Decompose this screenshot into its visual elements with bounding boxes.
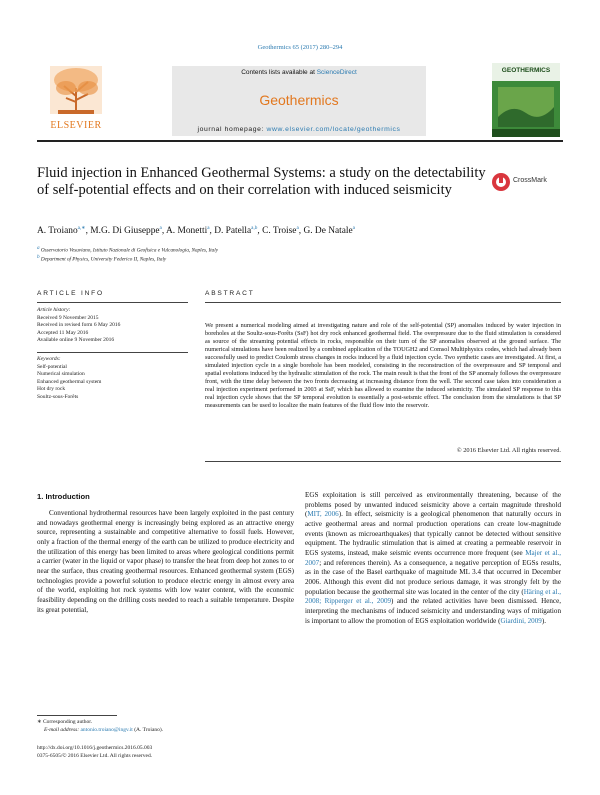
author-separator: , (298, 226, 304, 237)
history-item: Received in revised form 6 May 2016 (37, 322, 121, 329)
citation-link[interactable]: Giardini, 2009 (500, 616, 542, 625)
author-name[interactable]: G. De Natale (303, 226, 353, 237)
footnote-rule (37, 715, 117, 716)
email-link[interactable]: antonio.troiano@ingv.it (80, 727, 133, 733)
author-affiliation-mark[interactable]: a (159, 225, 162, 231)
citation-link[interactable]: Häring et al., 2008; Ripperger et al., 2009 (305, 587, 561, 606)
author-separator: , (85, 226, 91, 237)
affiliation-text: Department of Physics, University Federico II, Naples, Italy (40, 256, 167, 263)
corresponding-note: ∗ Corresponding author. (37, 719, 93, 725)
body-text: ; and references therein). As a consequence, a negative perception of EGSs results, as in the case of the Basel earthquake of magnitude ML 3.4 that occurred in December 2006. Although this event did not produce serious damage, it was strongly felt by the population because the geothermal site was located in the center of the city ( (305, 558, 561, 596)
journal-homepage (172, 126, 426, 133)
keyword: Soultz-sous-Forêts (37, 393, 79, 400)
author-name[interactable]: M.G. Di Giuseppe (90, 226, 160, 237)
intro-paragraph-left: Conventional hydrothermal resources have been largely exploited in the past century and nowadays geothermal energy is increasingly being explored as an attractive energy source, representing a sustainable and competitive alternative to fossil fuels. However, only a fraction of the thermal energy of the earth can be utilized to produce electricity and the utilization of this energy has been limited to areas where geological conditions permit a carrier (water in the liquid or vapor phase) to transfer the heat from deep hot zones to or near the surface, thus creating geothermal resources. Enhanced geothermal system (EGS) technologies provide a powerful solution to produce electric energy in almost every area of the world, exploiting hot rock systems with low water content, with the economic feasibility depending on the drilling costs needed to reach a suitable temperature. Despite its great potential, (37, 509, 294, 614)
affiliation-a (37, 245, 218, 254)
keyword: Hot dry rock (37, 386, 66, 393)
cover-title: GEOTHERMICS (501, 67, 551, 74)
abstract-heading: ABSTRACT (205, 290, 255, 297)
history-item: Accepted 11 May 2016 (37, 329, 89, 336)
article-history (37, 307, 187, 345)
homepage-label: journal homepage: (197, 126, 267, 133)
header-rule (37, 140, 563, 142)
contents-prefix: Contents lists available at (241, 69, 317, 76)
issn-line: 0375-6505/© 2016 Elsevier Ltd. All rights reserved. (37, 753, 153, 759)
keywords-rule (37, 352, 188, 353)
journal-name: Geothermics (259, 92, 339, 108)
article-info-rule (37, 302, 188, 303)
crossmark-icon (491, 172, 511, 192)
email-note (44, 727, 163, 733)
author-affiliation-mark[interactable]: a (207, 225, 210, 231)
author-affiliation-mark[interactable]: a,b (251, 225, 258, 231)
sciencedirect-link[interactable]: ScienceDirect (316, 69, 357, 76)
body-text: ) and the related activities have been dismissed. Hence, interpreting the mechanisms of induced seismicity and understanding ways of mitigation is important to allow the promotion of EGS exploitation worldwide ( (305, 597, 561, 625)
body-text: ). In effect, seismicity is a geological phenomenon that naturally occurs in active geothermal areas and normal production operations can create low-magnitude events (known as microearthquakes) that typically cannot be detected without sensitive equipment. The hydraulic stimulation that is aimed at creating a permeable reservoir in EGS systems, instead, make seismic events occurrence more frequent (see (305, 510, 561, 557)
abstract-rule (205, 302, 561, 303)
publisher-name: ELSEVIER (50, 120, 102, 131)
author-affiliation-mark[interactable]: a (296, 225, 299, 231)
homepage-link[interactable]: www.elsevier.com/locate/geothermics (266, 126, 401, 133)
journal-cover (492, 63, 560, 137)
author-name[interactable]: A. Monetti (166, 226, 208, 237)
author-name[interactable]: A. Troiano (37, 226, 78, 237)
author-separator: , (209, 226, 215, 237)
journal-citation[interactable]: Geothermics 65 (2017) 280–294 (257, 44, 343, 51)
author-affiliation-mark[interactable]: a (352, 225, 355, 231)
history-label: Article history: (37, 307, 71, 313)
elsevier-logo (38, 62, 114, 134)
author-name[interactable]: D. Patella (214, 226, 252, 237)
crossmark-badge[interactable] (491, 171, 561, 193)
author-list (37, 225, 537, 236)
body-text: EGS exploitation is still perceived as environmentally threatening, because of the problems posed by unwanted induced seismicity above a certain magnitude threshold ( (305, 491, 561, 519)
crossmark-label: CrossMark (513, 177, 547, 184)
article-title: Fluid injection in Enhanced Geothermal Systems: a study on the detectability of self-potential effects and on their correlation with induced seismicity (37, 165, 486, 198)
keyword: Numerical simulation (37, 371, 85, 378)
body-text: ). (541, 616, 546, 625)
email-label: E-mail address: (44, 727, 81, 733)
copyright-notice: © 2016 Elsevier Ltd. All rights reserved. (456, 447, 561, 454)
keywords-label: Keywords: (37, 356, 61, 362)
citation-link[interactable]: Majer et al., 2007 (305, 548, 561, 567)
intro-paragraph-right (305, 491, 561, 626)
contents-line (172, 69, 426, 76)
citation-link[interactable]: MIT, 2006 (307, 510, 339, 519)
author-affiliation-mark[interactable]: a,∗ (77, 225, 86, 231)
affiliation-mark: a (37, 245, 40, 251)
history-item: Received 9 November 2015 (37, 314, 99, 321)
affiliation-text: Osservatorio Vesuviano, Istituto Nazionale di Geofisica e Vulcanologia, Naples, Italy (40, 247, 219, 254)
keyword: Self-potential (37, 363, 67, 370)
keywords-list (37, 356, 187, 402)
abstract-end-rule (205, 461, 561, 462)
author-name[interactable]: C. Troise (262, 226, 297, 237)
abstract-text: We present a numerical modeling aimed at investigating nature and role of the self-potential (SP) anomalies induced by water injection in boreholes at the Soultz-sous-Forêts (SsF) hot dry rock enhanced geothermal field. The overpressure due to the fluid stimulation is considered as source of the streaming potential effects in rocks, responsible on their turn of the SP anomalies observed at the ground surface. The numerical simulations have been realized by a combined application of the TOUGH2 and Comsol Multiphysics codes, which had already been successfully used to predict Coulomb stress changes in rocks induced by a fluid injection cycle. Two synthetic cases are investigated. At first, a simulated injection cycle in a single borehole has been modeled, consisting in the reconstruction of the overpressure and SP temporal and spatial evolutions induced by the hydraulic stimulation of the rock. The main result is that the front of the SP anomaly follows the overpressure front, with the time delay between the two fronts decreasing at increasing distance from the well. The second case takes into consideration a real injection experiment performed in 2003 at SsF, which has allowed to examine the induced seismicity. The simulated SP response to this real injection cycle shows that the SP temporal evolution is essentially a post-seismic effect. The conclusion from the simulations is that SP measurements can be used to localize the main features of the fluid flow into the reservoir. (205, 322, 561, 410)
section-heading: 1. Introduction (37, 492, 90, 501)
email-suffix: (A. Troiano). (132, 727, 164, 733)
author-separator: , (161, 226, 167, 237)
history-item: Available online 9 November 2016 (37, 337, 115, 344)
keyword: Enhanced geothermal system (37, 378, 102, 385)
doi-link[interactable]: http://dx.doi.org/10.1016/j.geothermics.2016.05.003 (37, 745, 153, 751)
article-info-heading: ARTICLE INFO (37, 290, 104, 297)
affiliation-mark: b (37, 254, 40, 260)
journal-cover-image (492, 63, 560, 137)
author-separator: , (257, 226, 263, 237)
affiliation-b (37, 254, 166, 263)
